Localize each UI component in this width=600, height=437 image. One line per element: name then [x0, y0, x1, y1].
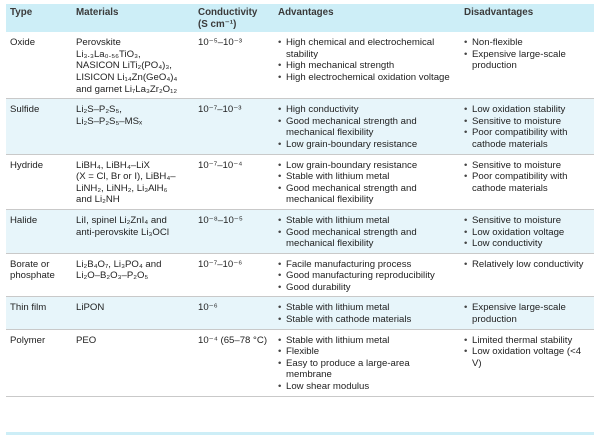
- cell-materials: [72, 154, 194, 209]
- disadvantage-item: • Low conductivity: [464, 238, 590, 250]
- disadvantage-item: • Sensitive to moisture: [464, 116, 590, 128]
- advantage-item: • Good mechanical strength and mechanical flexibility: [278, 227, 456, 250]
- header-row: [6, 4, 594, 32]
- header-conductivity-unit: (S cm⁻¹): [198, 18, 237, 30]
- disadvantage-item: • Sensitive to moisture: [464, 215, 590, 227]
- header-conductivity: [194, 4, 274, 32]
- table-row: [6, 297, 594, 329]
- cell-advantages: [274, 154, 460, 209]
- advantage-item: • High conductivity: [278, 104, 456, 116]
- advantage-item: • Stable with cathode materials: [278, 314, 456, 326]
- advantage-item: • Facile manufacturing process: [278, 259, 456, 271]
- disadvantage-item: • Low oxidation voltage (<4 V): [464, 346, 590, 369]
- advantages-list: [278, 160, 456, 206]
- table-body: [6, 32, 594, 396]
- advantages-list: [278, 335, 456, 393]
- advantage-item: • Low grain-boundary resistance: [278, 160, 456, 172]
- advantage-item: • Stable with lithium metal: [278, 302, 456, 314]
- table-row: [6, 329, 594, 396]
- material-line: LiNH₂, LiNH₂, Li₃AlH₆: [76, 182, 168, 194]
- advantage-item: • High chemical and electrochemical stability: [278, 37, 456, 60]
- header-conductivity-label: Conductivity: [198, 7, 258, 18]
- cell-conductivity: 10⁻⁴ (65–78 °C): [194, 329, 274, 396]
- advantage-item: • High electrochemical oxidation voltage: [278, 72, 456, 84]
- cell-advantages: [274, 209, 460, 253]
- header-materials: Materials: [72, 4, 194, 32]
- cell-type: Polymer: [6, 329, 72, 396]
- table-header: [6, 4, 594, 32]
- advantage-item: • Stable with lithium metal: [278, 335, 456, 347]
- table-row: [6, 32, 594, 98]
- material-line: Li₂O–B₂O₃–P₂O₅: [76, 270, 149, 282]
- material-line: NASICON LiTi₂(PO₄)₃,: [76, 60, 172, 72]
- cell-conductivity: 10⁻⁷–10⁻³: [194, 99, 274, 154]
- cell-materials: [72, 329, 194, 396]
- cell-materials: [72, 253, 194, 297]
- cell-disadvantages: [460, 154, 594, 209]
- disadvantages-list: [464, 335, 590, 370]
- disadvantage-item: • Poor compatibility with cathode materials: [464, 127, 590, 150]
- disadvantages-list: [464, 160, 590, 195]
- disadvantage-item: • Poor compatibility with cathode materials: [464, 171, 590, 194]
- cell-conductivity: 10⁻⁷–10⁻⁶: [194, 253, 274, 297]
- material-line: anti-perovskite Li₃OCl: [76, 226, 169, 238]
- table-bottom-band: [6, 432, 594, 435]
- cell-materials: [72, 32, 194, 98]
- disadvantage-item: • Expensive large-scale production: [464, 49, 590, 72]
- cell-type: Sulfide: [6, 99, 72, 154]
- advantage-item: • Good manufacturing reproducibility: [278, 270, 456, 282]
- header-advantages: Advantages: [274, 4, 460, 32]
- electrolyte-comparison-table: [6, 4, 594, 397]
- material-line: LISICON Li₁₄Zn(GeO₄)₄: [76, 71, 178, 83]
- disadvantages-list: [464, 302, 590, 325]
- disadvantage-item: • Sensitive to moisture: [464, 160, 590, 172]
- advantage-item: • Low shear modulus: [278, 381, 456, 393]
- advantage-item: • Stable with lithium metal: [278, 171, 456, 183]
- advantage-item: • Good durability: [278, 282, 456, 294]
- disadvantage-item: • Expensive large-scale production: [464, 302, 590, 325]
- cell-disadvantages: [460, 209, 594, 253]
- material-line: and Li₂NH: [76, 194, 120, 206]
- cell-conductivity: 10⁻⁵–10⁻³: [194, 32, 274, 98]
- advantages-list: [278, 259, 456, 294]
- header-type: Type: [6, 4, 72, 32]
- disadvantage-item: • Limited thermal stability: [464, 335, 590, 347]
- advantages-list: [278, 37, 456, 83]
- table-row: [6, 253, 594, 297]
- material-line: Li₂B₄O₇, Li₃PO₄ and: [76, 258, 162, 270]
- disadvantages-list: [464, 215, 590, 250]
- cell-disadvantages: [460, 297, 594, 329]
- disadvantages-list: [464, 37, 590, 72]
- material-line: PEO: [76, 334, 97, 346]
- cell-materials: [72, 209, 194, 253]
- advantages-list: [278, 104, 456, 150]
- cell-type: Thin film: [6, 297, 72, 329]
- advantage-item: • Flexible: [278, 346, 456, 358]
- material-line: and garnet Li₇La₃Zr₂O₁₂: [76, 83, 178, 95]
- table-row: [6, 209, 594, 253]
- cell-disadvantages: [460, 329, 594, 396]
- cell-advantages: [274, 32, 460, 98]
- advantages-list: [278, 302, 456, 325]
- cell-conductivity: 10⁻⁷–10⁻⁴: [194, 154, 274, 209]
- advantage-item: • Good mechanical strength and mechanical flexibility: [278, 183, 456, 206]
- cell-type: Halide: [6, 209, 72, 253]
- cell-materials: [72, 99, 194, 154]
- cell-disadvantages: [460, 253, 594, 297]
- disadvantage-item: • Low oxidation stability: [464, 104, 590, 116]
- advantage-item: • Easy to produce a large-area membrane: [278, 358, 456, 381]
- cell-advantages: [274, 329, 460, 396]
- disadvantage-item: • Low oxidation voltage: [464, 227, 590, 239]
- table-row: [6, 99, 594, 154]
- header-disadvantages: Disadvantages: [460, 4, 594, 32]
- material-line: Li₃.₃La₀.₅₆TiO₃,: [76, 48, 141, 60]
- material-line: LiBH₄, LiBH₄–LiX: [76, 159, 150, 171]
- cell-disadvantages: [460, 99, 594, 154]
- advantage-item: • Stable with lithium metal: [278, 215, 456, 227]
- cell-type: Oxide: [6, 32, 72, 98]
- cell-conductivity: 10⁻⁶: [194, 297, 274, 329]
- material-line: Li₂S–P₂S₅–MSₓ: [76, 115, 143, 127]
- cell-conductivity: 10⁻⁸–10⁻⁵: [194, 209, 274, 253]
- cell-advantages: [274, 99, 460, 154]
- material-line: LiI, spinel Li₂ZnI₄ and: [76, 214, 167, 226]
- disadvantages-list: [464, 259, 590, 271]
- material-line: LiPON: [76, 302, 105, 314]
- material-line: Perovskite: [76, 37, 121, 49]
- cell-type: Hydride: [6, 154, 72, 209]
- advantage-item: • High mechanical strength: [278, 60, 456, 72]
- advantages-list: [278, 215, 456, 250]
- cell-advantages: [274, 253, 460, 297]
- material-line: Li₂S–P₂S₅,: [76, 104, 122, 116]
- cell-type: Borate or phosphate: [6, 253, 72, 297]
- disadvantage-item: • Relatively low conductivity: [464, 259, 590, 271]
- cell-disadvantages: [460, 32, 594, 98]
- table-row: [6, 154, 594, 209]
- disadvantage-item: • Non-flexible: [464, 37, 590, 49]
- cell-advantages: [274, 297, 460, 329]
- advantage-item: • Good mechanical strength and mechanical flexibility: [278, 116, 456, 139]
- material-line: (X = Cl, Br or I), LiBH₄–: [76, 171, 176, 183]
- advantage-item: • Low grain-boundary resistance: [278, 139, 456, 151]
- disadvantages-list: [464, 104, 590, 150]
- cell-materials: [72, 297, 194, 329]
